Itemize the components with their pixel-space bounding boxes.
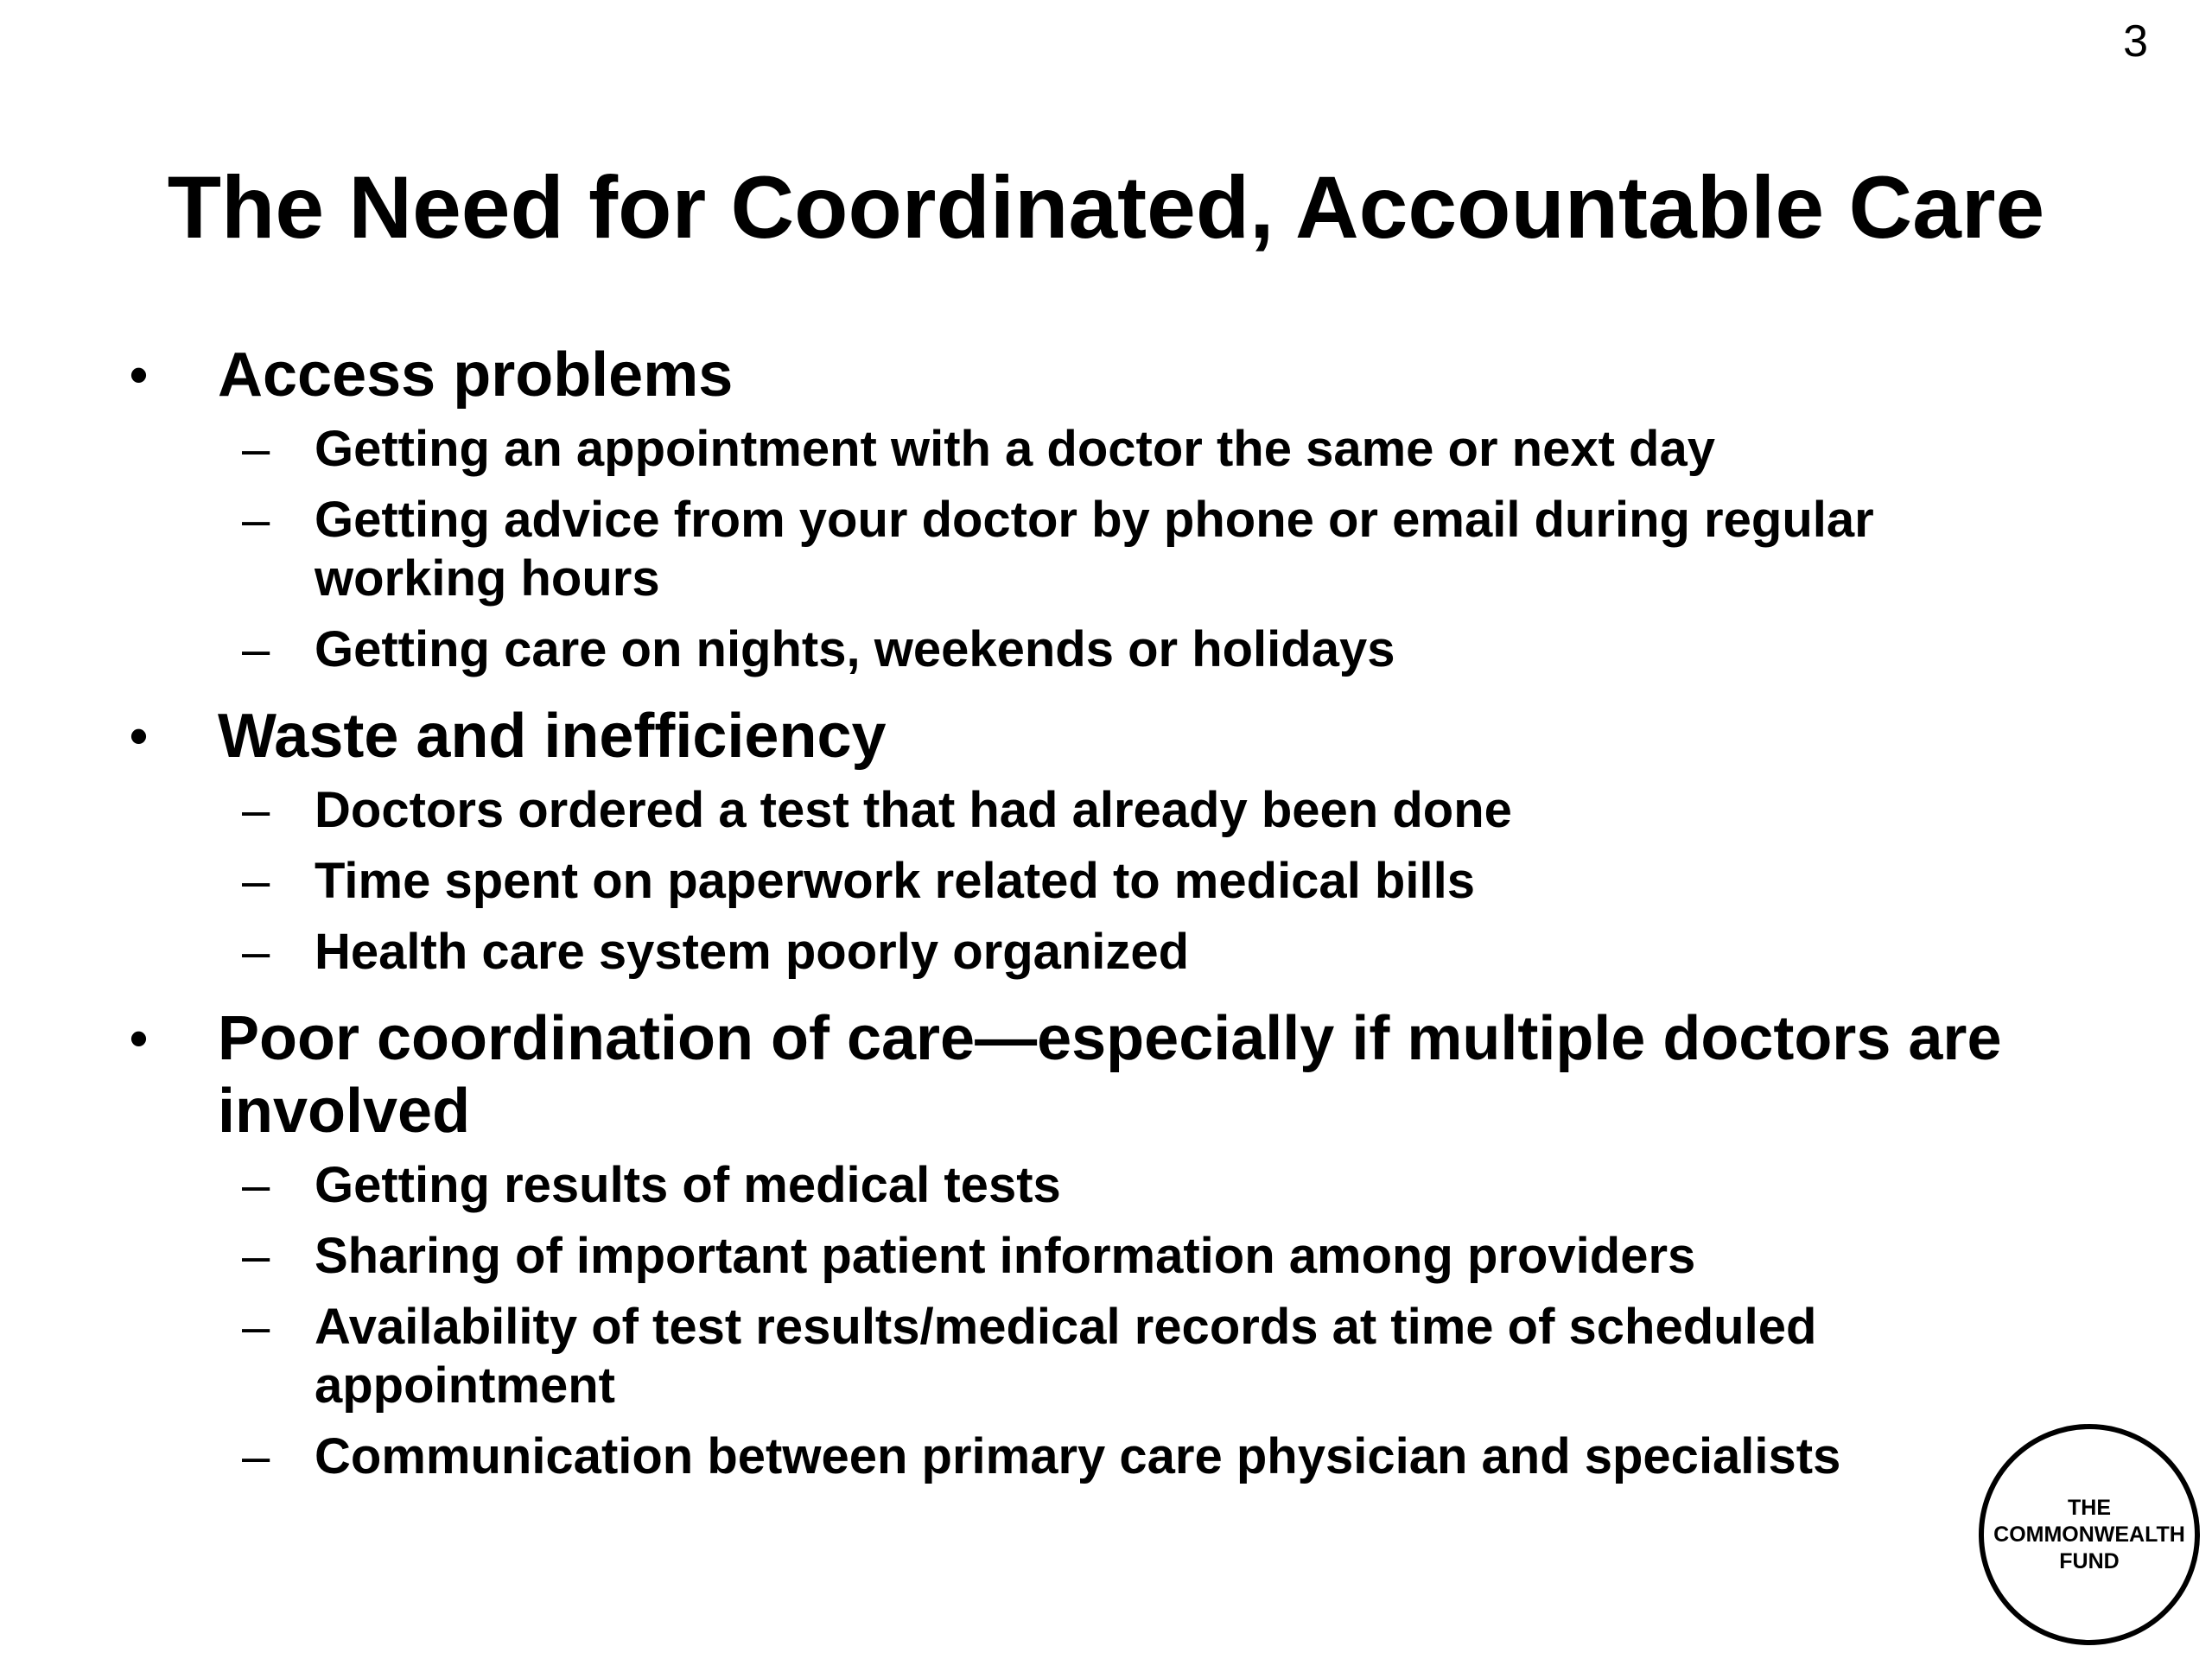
list-item-text: Sharing of important patient information among providers bbox=[315, 1228, 1696, 1284]
bullet-heading: Access problems bbox=[218, 340, 734, 410]
bullet-poor-coordination bbox=[130, 1002, 2074, 1147]
list-item-text: Availability of test results/medical records at time of scheduled appointment bbox=[315, 1299, 1817, 1414]
bullet-heading: Poor coordination of care—especially if multiple doctors are involved bbox=[218, 1004, 2002, 1146]
dash-marker: – bbox=[242, 1228, 270, 1284]
slide-number: 3 bbox=[2123, 16, 2148, 67]
list-item-text: Time spent on paperwork related to medical bills bbox=[315, 853, 1475, 909]
dash-marker: – bbox=[242, 492, 270, 548]
list-item bbox=[130, 1227, 2074, 1286]
logo-line: FUND bbox=[2059, 1548, 2120, 1573]
list-item bbox=[130, 852, 2074, 911]
list-item-text: Getting advice from your doctor by phone or email during regular working hours bbox=[315, 492, 1874, 607]
sub-list bbox=[130, 781, 2074, 982]
list-item bbox=[130, 1427, 2074, 1486]
list-item bbox=[130, 1298, 2074, 1415]
list-item bbox=[130, 923, 2074, 982]
dash-marker: – bbox=[242, 1299, 270, 1355]
bullet-access-problems bbox=[130, 339, 2074, 411]
list-item-text: Getting an appointment with a doctor the same or next day bbox=[315, 421, 1715, 477]
list-item bbox=[130, 491, 2074, 608]
list-item bbox=[130, 781, 2074, 840]
bullet-waste-and-inefficiency bbox=[130, 700, 2074, 772]
dash-marker: – bbox=[242, 853, 270, 909]
dash-marker: – bbox=[242, 621, 270, 677]
bullet-marker: • bbox=[130, 707, 149, 765]
sub-list bbox=[130, 1156, 2074, 1486]
bullet-marker: • bbox=[130, 1009, 149, 1067]
slide-title: The Need for Coordinated, Accountable Care bbox=[167, 158, 2045, 257]
dash-marker: – bbox=[242, 1428, 270, 1484]
list-item bbox=[130, 1156, 2074, 1215]
list-item bbox=[130, 620, 2074, 679]
dash-marker: – bbox=[242, 421, 270, 477]
logo-line: THE bbox=[2068, 1495, 2111, 1520]
bullet-marker: • bbox=[130, 346, 149, 404]
commonwealth-fund-logo bbox=[1979, 1424, 2200, 1645]
logo-line: COMMONWEALTH bbox=[1993, 1522, 2185, 1547]
dash-marker: – bbox=[242, 782, 270, 838]
dash-marker: – bbox=[242, 924, 270, 980]
list-item-text: Health care system poorly organized bbox=[315, 924, 1190, 980]
bullet-list bbox=[130, 339, 2074, 1507]
bullet-heading: Waste and inefficiency bbox=[218, 702, 887, 771]
list-item bbox=[130, 420, 2074, 479]
list-item-text: Getting results of medical tests bbox=[315, 1157, 1061, 1213]
dash-marker: – bbox=[242, 1157, 270, 1213]
list-item-text: Getting care on nights, weekends or holidays bbox=[315, 621, 1395, 677]
sub-list bbox=[130, 420, 2074, 679]
list-item-text: Doctors ordered a test that had already been done bbox=[315, 782, 1512, 838]
list-item-text: Communication between primary care physician and specialists bbox=[315, 1428, 1841, 1484]
